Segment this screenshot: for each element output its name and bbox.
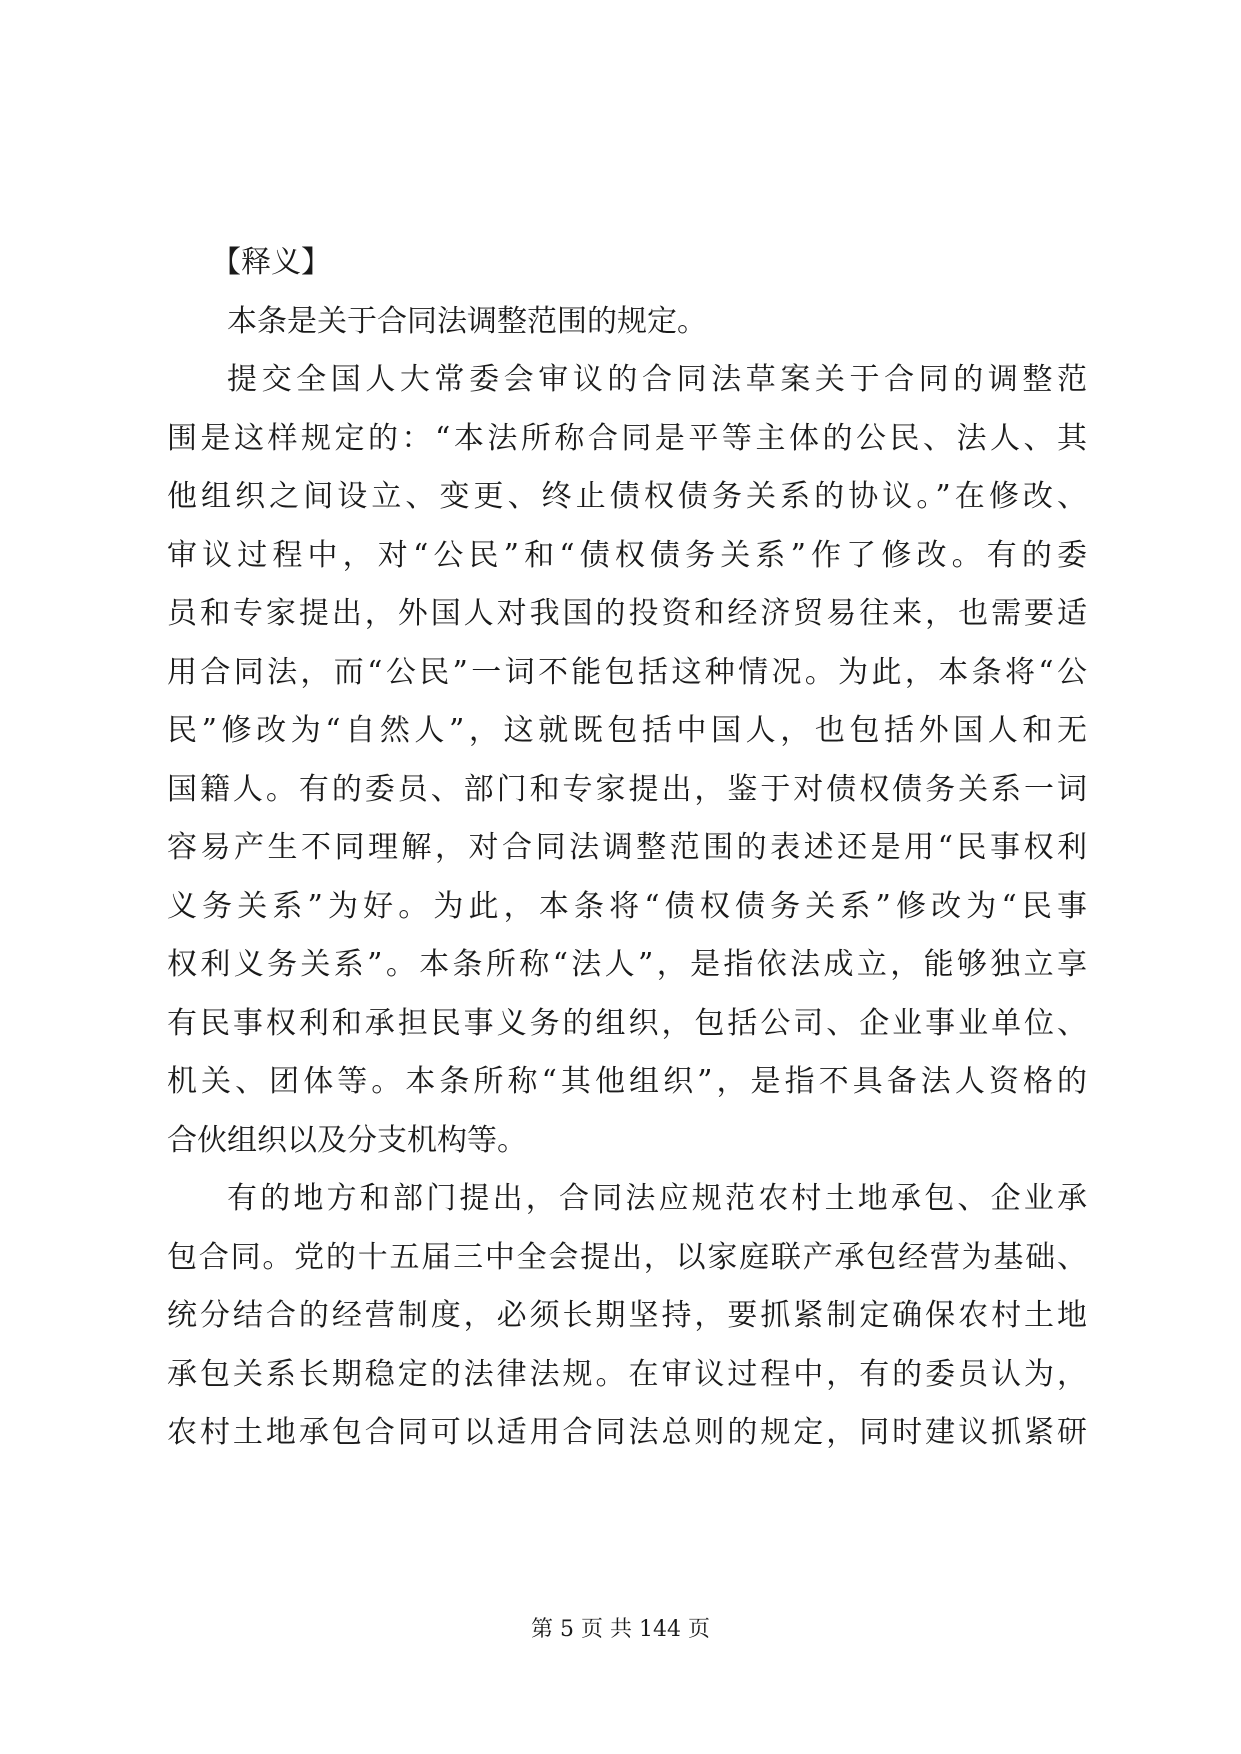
- text-line: 审议过程中，对“公民”和“债权债务关系”作了修改。有的委: [167, 537, 1087, 573]
- text-line: 本条是关于合同法调整范围的规定。: [227, 303, 707, 339]
- text-line: 承包关系长期稳定的法律法规。在审议过程中，有的委员认为，: [167, 1356, 1087, 1392]
- text-line: 合伙组织以及分支机构等。: [167, 1122, 527, 1158]
- text-line: 提交全国人大常委会审议的合同法草案关于合同的调整范: [227, 362, 1087, 397]
- text-line: 员和专家提出，外国人对我国的投资和经济贸易往来，也需要适: [167, 596, 1087, 631]
- text-line: 围是这样规定的：“本法所称合同是平等主体的公民、法人、其: [167, 420, 1087, 456]
- section-heading: 【释义】: [211, 245, 331, 280]
- paragraph-lines: [167, 293, 1087, 1463]
- text-line: 统分结合的经营制度，必须长期坚持，要抓紧制定确保农村土地: [167, 1298, 1087, 1333]
- text-line: 用合同法，而“公民”一词不能包括这种情况。为此，本条将“公: [167, 654, 1087, 690]
- text-line: 国籍人。有的委员、部门和专家提出，鉴于对债权债务关系一词: [167, 771, 1087, 807]
- text-line: 农村土地承包合同可以适用合同法总则的规定，同时建议抓紧研: [167, 1415, 1087, 1450]
- page-footer: 第 5 页 共 144 页: [531, 1617, 710, 1642]
- text-line: 包合同。党的十五届三中全会提出，以家庭联产承包经营为基础、: [167, 1239, 1087, 1275]
- text-line: 民”修改为“自然人”，这就既包括中国人，也包括外国人和无: [167, 713, 1087, 748]
- text-line: 有民事权利和承担民事义务的组织，包括公司、企业事业单位、: [167, 1005, 1087, 1041]
- document-body: [167, 234, 1087, 1463]
- text-line: 容易产生不同理解，对合同法调整范围的表述还是用“民事权利: [167, 830, 1087, 865]
- text-line: 有的地方和部门提出，合同法应规范农村土地承包、企业承: [227, 1181, 1087, 1216]
- text-line: 权利义务关系”。本条所称“法人”，是指依法成立，能够独立享: [167, 947, 1087, 982]
- text-line: 机关、团体等。本条所称“其他组织”，是指不具备法人资格的: [167, 1064, 1087, 1099]
- text-line: 他组织之间设立、变更、终止债权债务关系的协议。”在修改、: [167, 479, 1087, 514]
- text-line: 义务关系”为好。为此，本条将“债权债务关系”修改为“民事: [167, 888, 1087, 924]
